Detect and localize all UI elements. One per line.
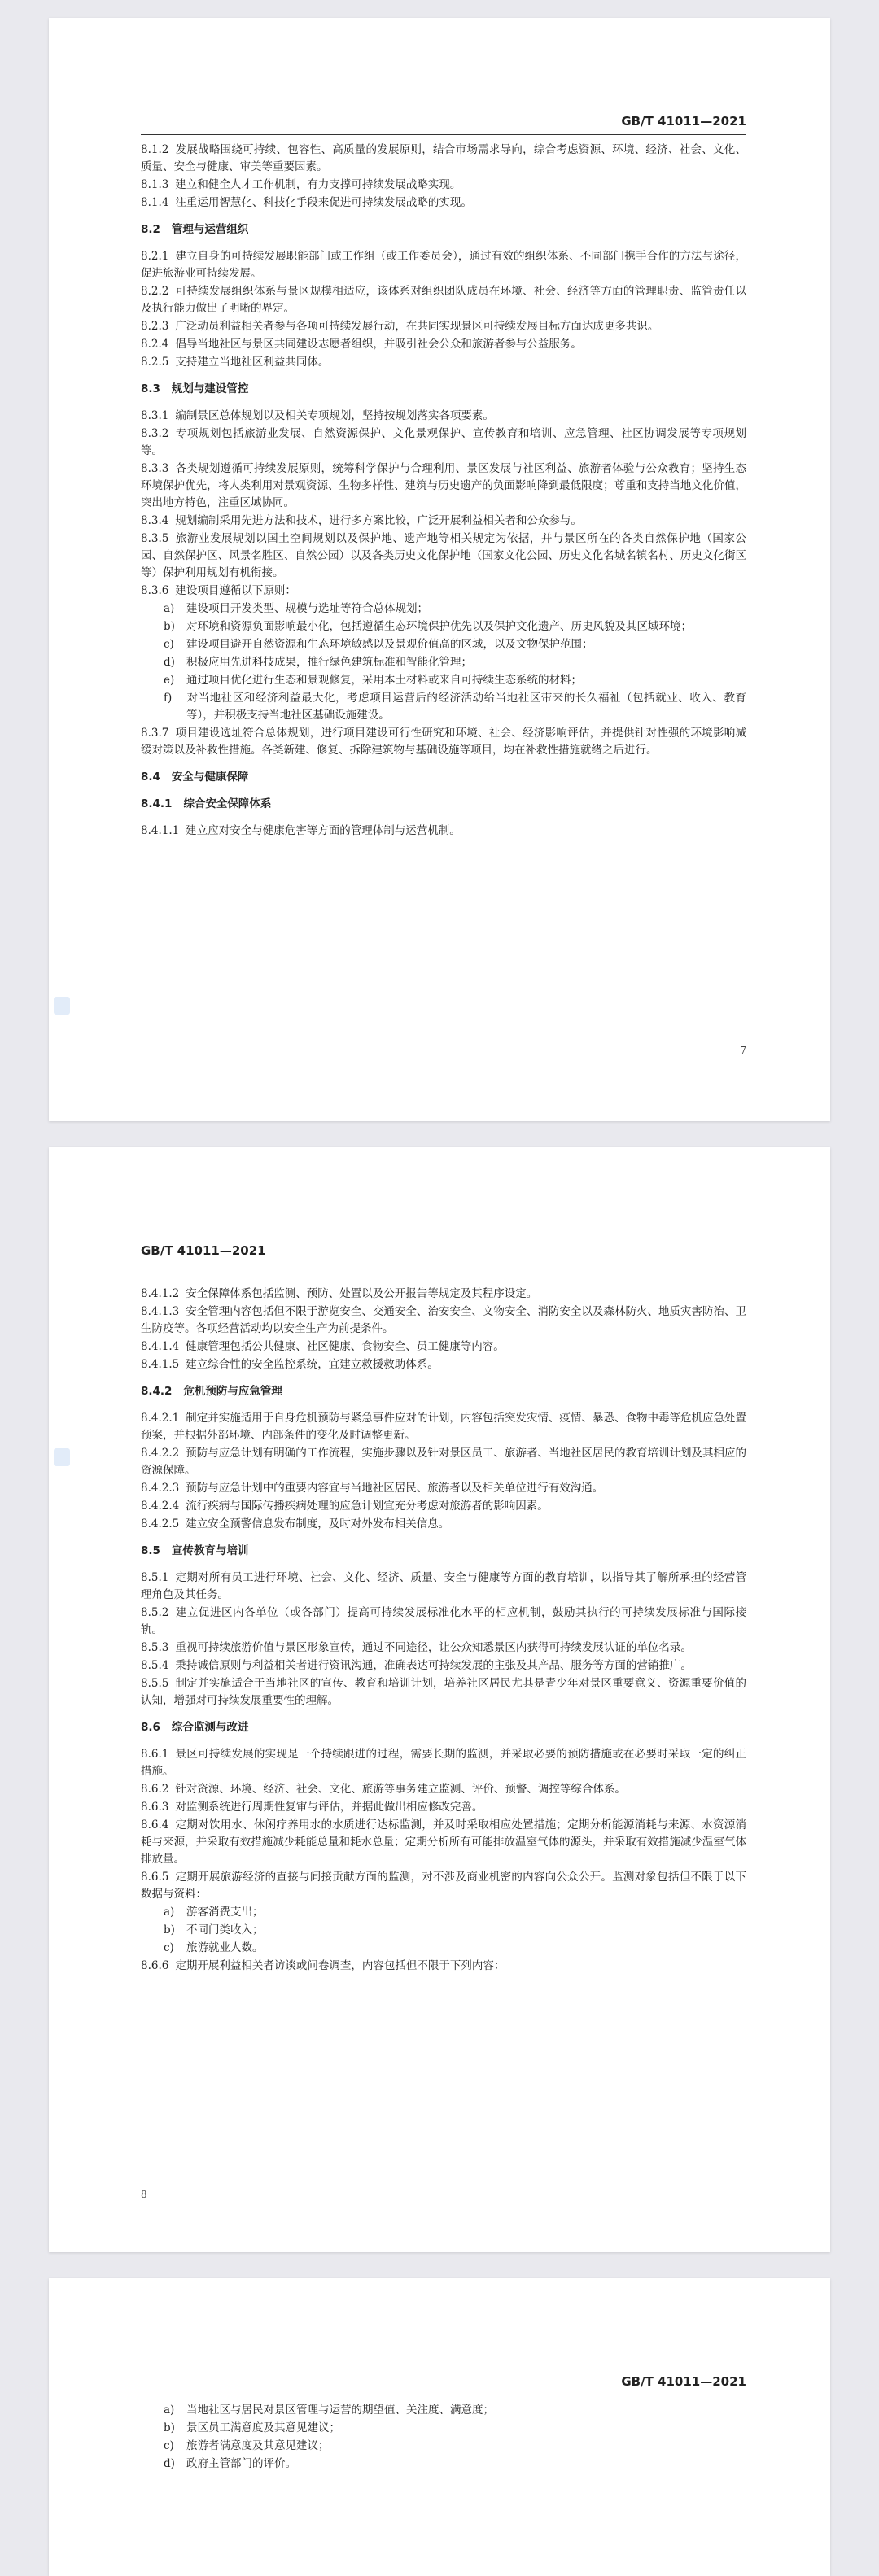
- clause-text: 对监测系统进行周期性复审与评估，并据此做出相应修改完善。: [175, 1801, 483, 1814]
- clause-paragraph: [141, 336, 746, 353]
- clause-text: 建立自身的可持续发展职能部门或工作组（或工作委员会），通过有效的组织体系、不同部门携手合作的方法与途径，促进旅游业可持续发展。: [141, 250, 746, 280]
- clause-number: 8.4.1.2: [141, 1287, 180, 1300]
- clause-text: 规划与建设管控: [171, 382, 249, 395]
- list-marker: a): [164, 1906, 175, 1919]
- clause-text: 制定并实施适合于当地社区的宣传、教育和培训计划，培养社区居民尤其是青少年对景区重要意义、资源重要价值的认知，增强对可持续发展重要性的理解。: [141, 1677, 746, 1707]
- clause-paragraph: [141, 1869, 746, 1903]
- clause-number: 8.2.5: [141, 356, 169, 369]
- clause-paragraph: [141, 1303, 746, 1338]
- clause-text: 健康管理包括公共健康、社区健康、食物安全、员工健康等内容。: [186, 1340, 505, 1353]
- clause-paragraph: [141, 583, 746, 600]
- page-header-code: GB/T 41011—2021: [621, 114, 746, 129]
- clause-paragraph: [141, 1480, 746, 1497]
- clause-text: 注重运用智慧化、科技化手段来促进可持续发展战略的实现。: [175, 196, 472, 209]
- clause-paragraph: [141, 1657, 746, 1674]
- list-marker: e): [164, 674, 175, 687]
- clause-text: 旅游就业人数。: [186, 1941, 264, 1954]
- clause-number: 8.5.5: [141, 1677, 169, 1690]
- clause-text: 综合安全保障体系: [183, 797, 272, 810]
- clause-paragraph: [141, 1605, 746, 1639]
- list-marker: a): [164, 602, 175, 615]
- clause-number: 8.6.2: [141, 1783, 169, 1796]
- section-heading: [141, 221, 746, 238]
- list-marker: c): [164, 2439, 174, 2452]
- page-number: 7: [740, 1045, 746, 1056]
- page-header-code: GB/T 41011—2021: [141, 1243, 266, 1258]
- clause-paragraph: [141, 408, 746, 425]
- clause-paragraph: [141, 1781, 746, 1798]
- clause-number: 8.2: [141, 223, 160, 236]
- clause-text: 发展战略围绕可持续、包容性、高质量的发展原则，结合市场需求导向，综合考虑资源、环境、经济、社会、文化、质量、安全与健康、审美等重要因素。: [141, 143, 746, 173]
- section-heading: [141, 1719, 746, 1736]
- list-marker: d): [164, 2457, 175, 2470]
- clause-text: 各类规划遵循可持续发展原则，统筹科学保护与合理利用、景区发展与社区利益、旅游者体验与公众教育；坚持生态环境保护优先，将人类利用对景观资源、生物多样性、建筑与历史遗产的负面影响降到最低限度；尊重和支持当地文化价值，突出地方特色，注重区域协同。: [141, 462, 746, 509]
- clause-text: 针对资源、环境、经济、社会、文化、旅游等事务建立监测、评价、预警、调控等综合体系。: [175, 1783, 626, 1796]
- clause-number: 8.4.2.3: [141, 1482, 180, 1495]
- clause-paragraph: [141, 426, 746, 460]
- clause-text: 定期开展旅游经济的直接与间接贡献方面的监测，对不涉及商业机密的内容向公众公开。监测对象包括但不限于以下数据与资料：: [141, 1871, 746, 1901]
- clause-text: 制定并实施适用于自身危机预防与紧急事件应对的计划，内容包括突发灾情、疫情、暴恐、食物中毒等危机应急处置预案，并根据外部环境、内部条件的变化及时调整更新。: [141, 1412, 746, 1442]
- list-item: [141, 600, 746, 618]
- clause-text: 倡导当地社区与景区共同建设志愿者组织，并吸引社会公众和旅游者参与公益服务。: [175, 338, 582, 351]
- clause-text: 定期对饮用水、休闲疗养用水的水质进行达标监测，并及时采取相应处置措施；定期分析能源消耗与来源、水资源消耗与来源，并采取有效措施减少耗能总量和耗水总量；定期分析所有可能排放温室气体的源头，并采取有效措施减少温室气体排放量。: [141, 1818, 746, 1866]
- page-number: 8: [141, 2189, 147, 2200]
- list-item: [141, 2420, 746, 2437]
- clause-text: 规划编制采用先进方法和技术，进行多方案比较，广泛开展利益相关者和公众参与。: [175, 514, 582, 527]
- clause-text: 景区员工满意度及其意见建议；: [186, 2421, 340, 2434]
- clause-number: 8.3.3: [141, 462, 169, 475]
- list-item: [141, 2456, 746, 2473]
- clause-number: 8.2.1: [141, 250, 169, 263]
- clause-number: 8.1.4: [141, 196, 169, 209]
- list-marker: d): [164, 656, 175, 669]
- section-heading: [141, 381, 746, 398]
- section-heading: [141, 1383, 746, 1400]
- clause-text: 可持续发展组织体系与景区规模相适应，该体系对组织团队成员在环境、社会、经济等方面的管理职责、监管责任以及执行能力做出了明晰的界定。: [141, 285, 746, 315]
- clause-number: 8.3.5: [141, 532, 169, 545]
- clause-number: 8.4.1.5: [141, 1358, 180, 1371]
- clause-text: 旅游者满意度及其意见建议；: [186, 2439, 330, 2452]
- clause-text: 安全与健康保障: [171, 771, 249, 784]
- clause-paragraph: [141, 1498, 746, 1515]
- list-item: [141, 618, 746, 635]
- page-header-code: GB/T 41011—2021: [621, 2374, 746, 2389]
- clause-paragraph: [141, 461, 746, 512]
- clause-text: 建立应对安全与健康危害等方面的管理体制与运营机制。: [186, 824, 461, 837]
- clause-number: 8.6: [141, 1721, 160, 1734]
- clause-text: 对当地社区和经济利益最大化，考虑项目运营后的经济活动给当地社区带来的长久福祉（包括就业、收入、教育等），并积极支持当地社区基础设施建设。: [186, 692, 746, 722]
- clause-number: 8.4.1.4: [141, 1340, 180, 1353]
- clause-text: 综合监测与改进: [171, 1721, 249, 1734]
- clause-paragraph: [141, 318, 746, 335]
- document-page-9: [49, 2278, 830, 2576]
- list-item: [141, 654, 746, 671]
- clause-paragraph: [141, 725, 746, 759]
- clause-number: 8.1.2: [141, 143, 169, 156]
- clause-paragraph: [141, 1356, 746, 1373]
- clause-paragraph: [141, 354, 746, 371]
- list-item: [141, 636, 746, 653]
- clause-number: 8.3.1: [141, 409, 169, 422]
- clause-text: 预防与应急计划中的重要内容宜与当地社区居民、旅游者以及相关单位进行有效沟通。: [186, 1482, 604, 1495]
- clause-number: 8.3: [141, 382, 160, 395]
- side-bookmark-icon[interactable]: [54, 997, 70, 1015]
- clause-number: 8.5: [141, 1544, 160, 1557]
- clause-number: 8.4.2.2: [141, 1447, 180, 1460]
- clause-text: 对环境和资源负面影响最小化，包括遵循生态环境保护优先以及保护文化遗产、历史风貌及其区域环境；: [186, 620, 692, 633]
- clause-number: 8.6.1: [141, 1748, 169, 1761]
- clause-paragraph: [141, 823, 746, 840]
- list-item: [141, 1940, 746, 1957]
- list-item: [141, 690, 746, 724]
- clause-paragraph: [141, 177, 746, 194]
- clause-paragraph: [141, 1746, 746, 1780]
- section-heading: [141, 1543, 746, 1560]
- clause-text: 项目建设选址符合总体规划，进行项目建设可行性研究和环境、社会、经济影响评估，并提供针对性强的环境影响减缓对策以及补救性措施。各类新建、修复、拆除建筑物与基础设施等项目，均在补救性措施就绪之后进行。: [141, 727, 746, 757]
- clause-number: 8.3.4: [141, 514, 169, 527]
- clause-number: 8.5.2: [141, 1606, 169, 1619]
- list-marker: c): [164, 1941, 174, 1954]
- clause-number: 8.3.7: [141, 727, 169, 740]
- list-marker: f): [164, 692, 173, 705]
- clause-paragraph: [141, 1516, 746, 1533]
- document-page-7: [49, 18, 830, 1121]
- clause-number: 8.6.6: [141, 1959, 169, 1972]
- clause-paragraph: [141, 530, 746, 582]
- clause-paragraph: [141, 1570, 746, 1604]
- clause-text: 政府主管部门的评价。: [186, 2457, 296, 2470]
- clause-text: 安全保障体系包括监测、预防、处置以及公开报告等规定及其程序设定。: [186, 1287, 538, 1300]
- list-marker: b): [164, 620, 175, 633]
- list-item: [141, 2402, 746, 2419]
- clause-text: 流行疾病与国际传播疾病处理的应急计划宜充分考虑对旅游者的影响因素。: [186, 1500, 549, 1513]
- clause-text: 景区可持续发展的实现是一个持续跟进的过程，需要长期的监测，并采取必要的预防措施或在必要时采取一定的纠正措施。: [141, 1748, 746, 1778]
- clause-paragraph: [141, 194, 746, 212]
- header-rule: [141, 134, 746, 135]
- list-marker: a): [164, 2404, 175, 2417]
- clause-number: 8.6.3: [141, 1801, 169, 1814]
- list-item: [141, 1904, 746, 1921]
- clause-text: 建立综合性的安全监控系统，宜建立救援救助体系。: [186, 1358, 439, 1371]
- clause-text: 定期对所有员工进行环境、社会、文化、经济、质量、安全与健康等方面的教育培训，以指导其了解所承担的经营管理角色及其任务。: [141, 1571, 746, 1601]
- clause-text: 编制景区总体规划以及相关专项规划，坚持按规划落实各项要素。: [175, 409, 494, 422]
- clause-paragraph: [141, 1799, 746, 1816]
- clause-text: 游客消费支出；: [186, 1906, 264, 1919]
- clause-number: 8.4.2.1: [141, 1412, 180, 1425]
- clause-text: 建设项目遵循以下原则：: [175, 584, 296, 597]
- clause-text: 旅游业发展规划以国土空间规划以及保护地、遗产地等相关规定为依据，并与景区所在的各类自然保护地（国家公园、自然保护区、风景名胜区、自然公园）以及各类历史文化保护地（国家文化公园、历史文化名城名镇名村、历史文化街区等）保护利用规划有机衔接。: [141, 532, 746, 579]
- list-marker: b): [164, 2421, 175, 2434]
- clause-paragraph: [141, 1639, 746, 1657]
- page-body: [141, 142, 746, 840]
- clause-number: 8.2.4: [141, 338, 169, 351]
- clause-number: 8.4.2: [141, 1385, 173, 1398]
- clause-text: 建立促进区内各单位（或各部门）提高可持续发展标准化水平的相应机制，鼓励其执行的可持续发展标准与国际接轨。: [141, 1606, 746, 1636]
- clause-text: 预防与应急计划有明确的工作流程，实施步骤以及针对景区员工、旅游者、当地社区居民的教育培训计划及其相应的资源保障。: [141, 1447, 746, 1477]
- clause-paragraph: [141, 1817, 746, 1868]
- list-item: [141, 672, 746, 689]
- list-item: [141, 2438, 746, 2455]
- clause-number: 8.2.3: [141, 320, 169, 333]
- clause-number: 8.3.6: [141, 584, 169, 597]
- clause-number: 8.4.1.3: [141, 1305, 180, 1318]
- clause-text: 宣传教育与培训: [171, 1544, 249, 1557]
- clause-text: 不同门类收入；: [186, 1923, 264, 1936]
- clause-paragraph: [141, 513, 746, 530]
- clause-paragraph: [141, 1338, 746, 1356]
- section-heading: [141, 796, 746, 813]
- clause-paragraph: [141, 283, 746, 317]
- clause-text: 定期开展利益相关者访谈或问卷调查，内容包括但不限于下列内容：: [175, 1959, 505, 1972]
- clause-text: 重视可持续旅游价值与景区形象宣传，通过不同途径，让公众知悉景区内获得可持续发展认证的单位名录。: [175, 1641, 692, 1654]
- clause-number: 8.5.4: [141, 1659, 169, 1672]
- clause-text: 建立安全预警信息发布制度，及时对外发布相关信息。: [186, 1517, 450, 1530]
- list-marker: b): [164, 1923, 175, 1936]
- clause-text: 积极应用先进科技成果，推行绿色建筑标准和智能化管理；: [186, 656, 472, 669]
- clause-paragraph: [141, 1958, 746, 1975]
- clause-number: 8.4.2.4: [141, 1500, 180, 1513]
- clause-number: 8.5.1: [141, 1571, 169, 1584]
- clause-number: 8.4.1.1: [141, 824, 180, 837]
- clause-number: 8.1.3: [141, 178, 169, 191]
- clause-text: 广泛动员利益相关者参与各项可持续发展行动，在共同实现景区可持续发展目标方面达成更多共识。: [175, 320, 659, 333]
- page-body: [141, 2402, 746, 2473]
- clause-number: 8.4.2.5: [141, 1517, 180, 1530]
- clause-paragraph: [141, 1286, 746, 1303]
- clause-number: 8.2.2: [141, 285, 169, 298]
- clause-text: 建立和健全人才工作机制，有力支撑可持续发展战略实现。: [175, 178, 461, 191]
- clause-number: 8.6.4: [141, 1818, 169, 1832]
- clause-text: 建设项目开发类型、规模与选址等符合总体规划；: [186, 602, 428, 615]
- page-body: [141, 1286, 746, 1976]
- clause-number: 8.6.5: [141, 1871, 169, 1884]
- clause-text: 管理与运营组织: [171, 223, 249, 236]
- clause-text: 当地社区与居民对景区管理与运营的期望值、关注度、满意度；: [186, 2404, 494, 2417]
- clause-text: 通过项目优化进行生态和景观修复，采用本土材料或来自可持续生态系统的材料；: [186, 674, 582, 687]
- clause-paragraph: [141, 1410, 746, 1444]
- clause-text: 专项规划包括旅游业发展、自然资源保护、文化景观保护、宣传教育和培训、应急管理、社区协调发展等专项规划等。: [141, 427, 746, 457]
- section-heading: [141, 769, 746, 786]
- clause-text: 安全管理内容包括但不限于游览安全、交通安全、治安安全、文物安全、消防安全以及森林防火、地质灾害防治、卫生防疫等。各项经营活动均以安全生产为前提条件。: [141, 1305, 746, 1335]
- clause-paragraph: [141, 1445, 746, 1479]
- clause-paragraph: [141, 248, 746, 282]
- clause-number: 8.4: [141, 771, 160, 784]
- clause-text: 危机预防与应急管理: [183, 1385, 282, 1398]
- clause-text: 建设项目避开自然资源和生态环境敏感以及景观价值高的区域，以及文物保护范围；: [186, 638, 593, 651]
- clause-number: 8.3.2: [141, 427, 169, 440]
- clause-paragraph: [141, 1675, 746, 1709]
- side-bookmark-icon[interactable]: [54, 1448, 70, 1466]
- clause-text: 支持建立当地社区利益共同体。: [175, 356, 330, 369]
- clause-paragraph: [141, 142, 746, 176]
- clause-text: 秉持诚信原则与利益相关者进行资讯沟通，准确表达可持续发展的主张及其产品、服务等方面的营销推广。: [175, 1659, 692, 1672]
- document-page-8: [49, 1147, 830, 2252]
- clause-number: 8.4.1: [141, 797, 173, 810]
- clause-number: 8.5.3: [141, 1641, 169, 1654]
- list-marker: c): [164, 638, 174, 651]
- list-item: [141, 1922, 746, 1939]
